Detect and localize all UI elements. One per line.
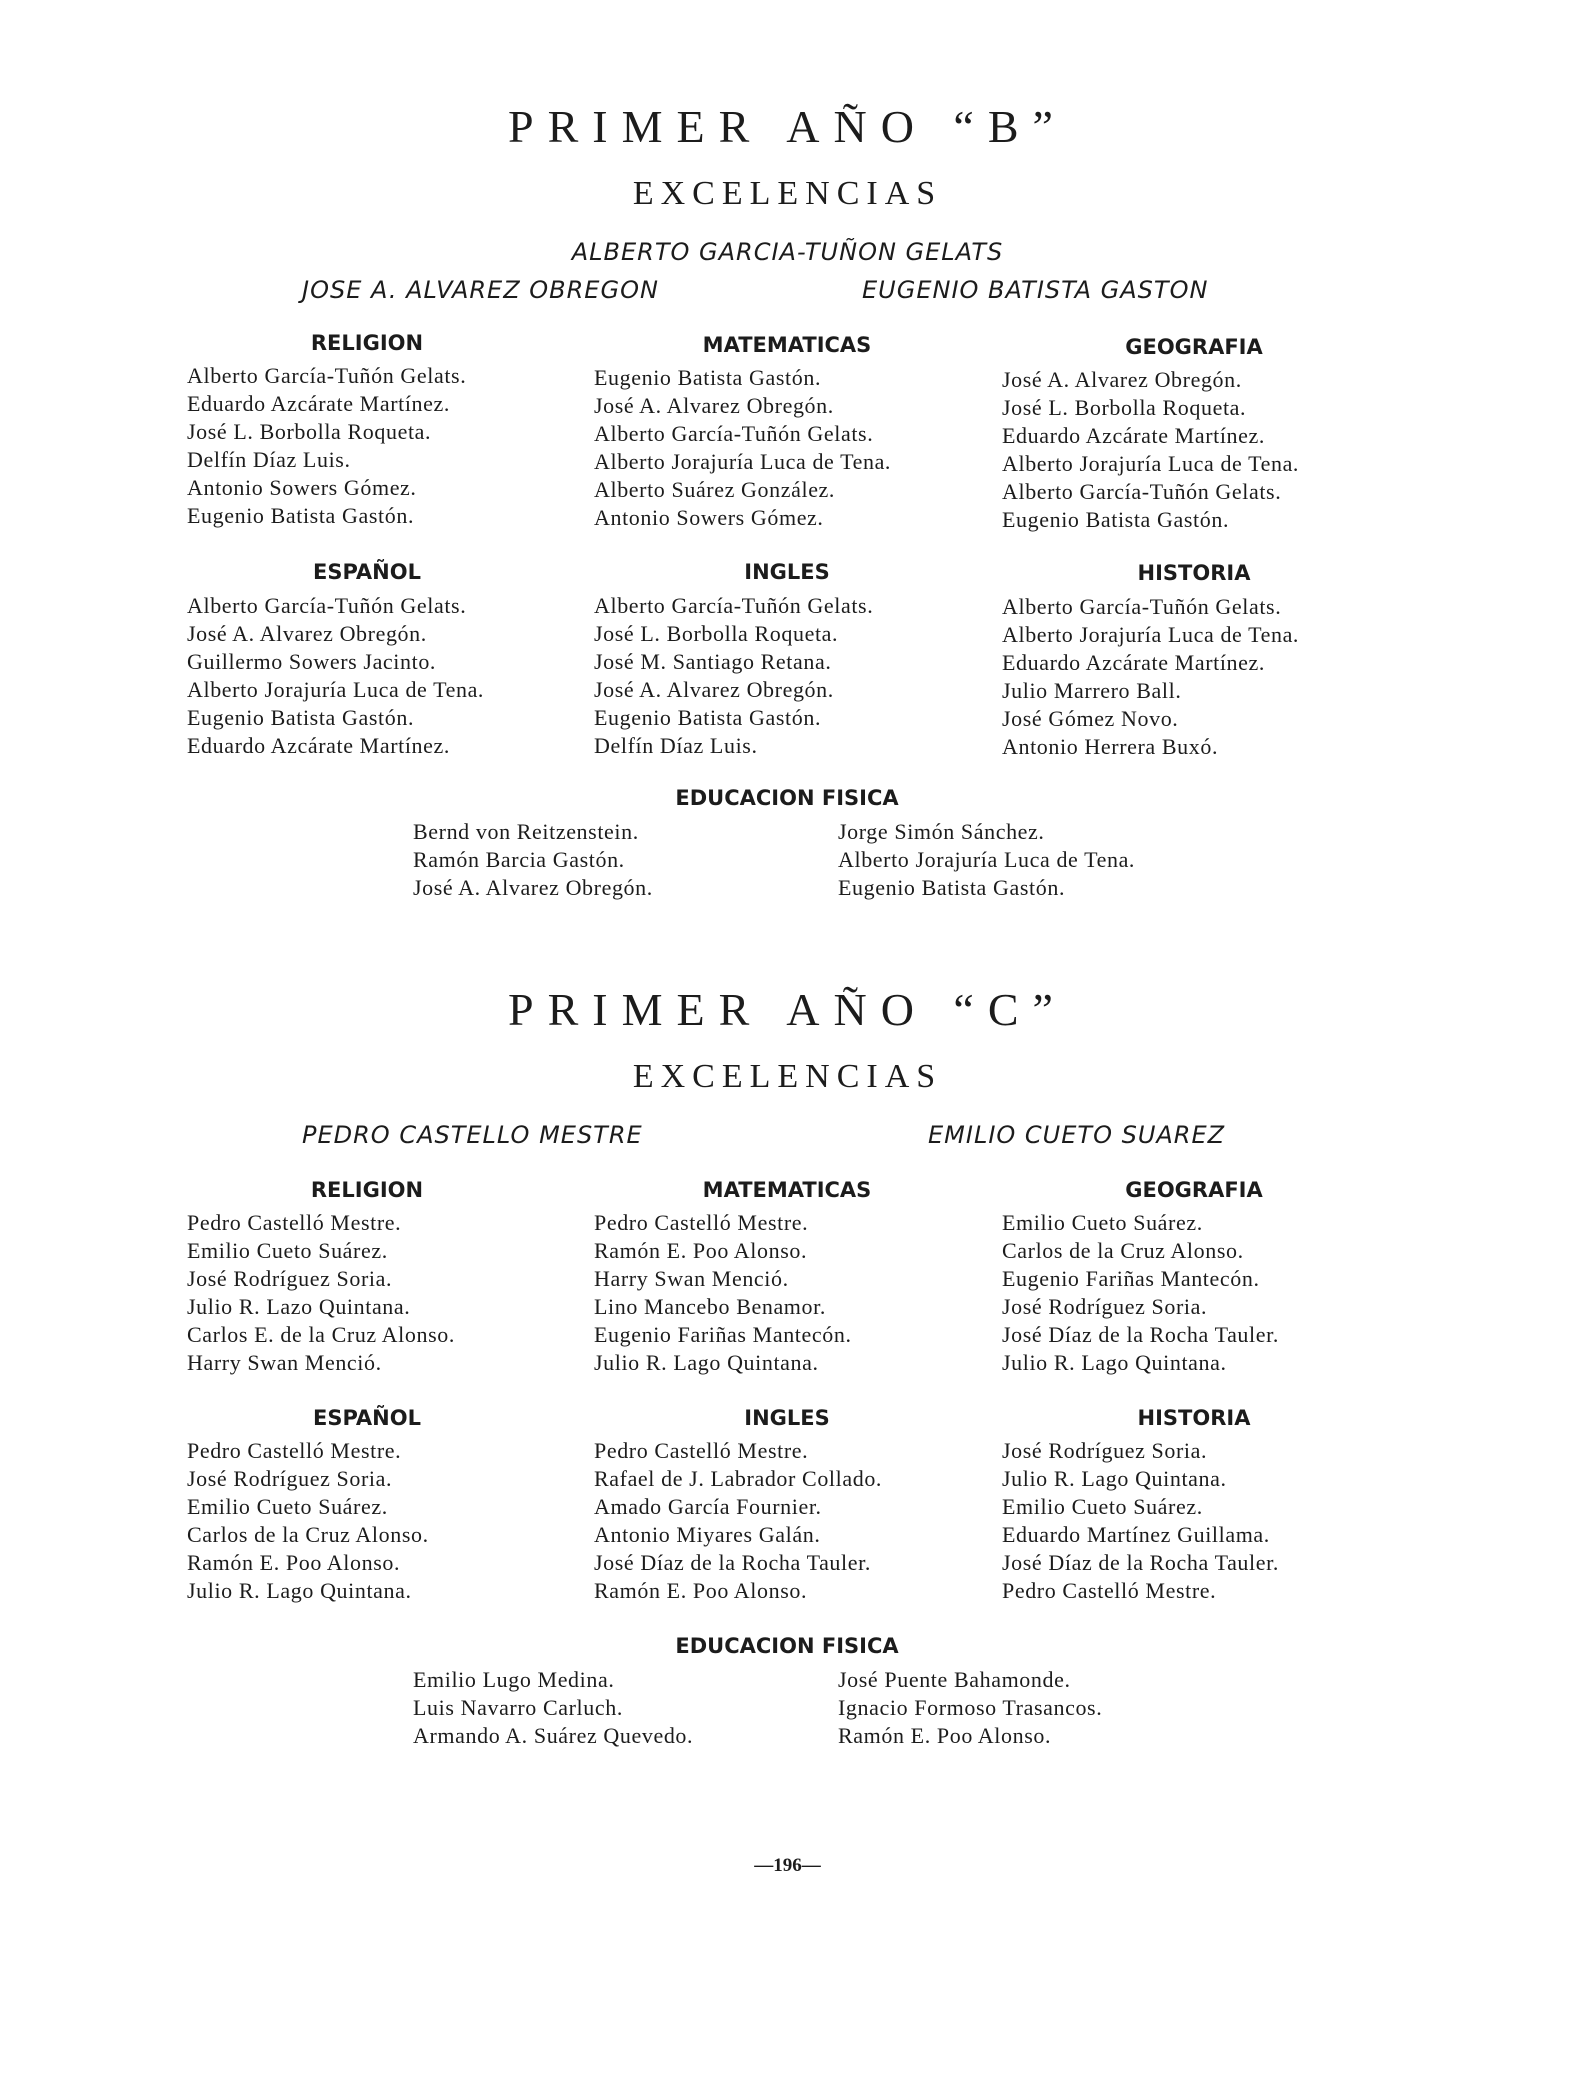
list-item: Alberto García-Tuñón Gelats. (187, 363, 467, 388)
section-c-geografia-list (1002, 1209, 1279, 1377)
list-item: José Rodríguez Soria. (187, 1466, 393, 1491)
list-item: Harry Swan Menció. (594, 1266, 789, 1291)
section-c-subject-religion: RELIGION (310, 1178, 424, 1202)
list-item: José Rodríguez Soria. (1002, 1438, 1208, 1463)
section-c-subject-historia: HISTORIA (1137, 1406, 1251, 1430)
list-item: Eduardo Azcárate Martínez. (1002, 650, 1265, 675)
section-b-subject-ingles: INGLES (744, 560, 830, 584)
list-item: José Puente Bahamonde. (838, 1667, 1071, 1692)
list-item: Alberto García-Tuñón Gelats. (594, 421, 874, 446)
section-c-honor-right: EMILIO CUETO SUAREZ (928, 1121, 1226, 1149)
list-item: Eduardo Martínez Guillama. (1002, 1522, 1270, 1547)
section-b-matematicas-list (594, 364, 891, 532)
list-item: Antonio Herrera Buxó. (1002, 734, 1219, 759)
list-item: Alberto García-Tuñón Gelats. (594, 593, 874, 618)
list-item: Ramón Barcia Gastón. (413, 847, 625, 872)
list-item: Julio R. Lago Quintana. (594, 1350, 819, 1375)
list-item: Alberto Jorajuría Luca de Tena. (838, 847, 1136, 872)
list-item: Alberto García-Tuñón Gelats. (1002, 594, 1282, 619)
list-item: Eduardo Azcárate Martínez. (187, 733, 450, 758)
list-item: Antonio Sowers Gómez. (594, 505, 824, 530)
list-item: Ramón E. Poo Alonso. (838, 1723, 1052, 1748)
page-number: —196— (754, 1855, 821, 1876)
list-item: Pedro Castelló Mestre. (187, 1438, 402, 1463)
section-b-subject-geografia: GEOGRAFIA (1125, 335, 1263, 359)
list-item: Emilio Lugo Medina. (413, 1667, 615, 1692)
section-b-subject-matematicas: MATEMATICAS (702, 333, 872, 357)
section-c-subject-ingles: INGLES (744, 1406, 830, 1430)
list-item: Julio R. Lago Quintana. (1002, 1350, 1227, 1375)
list-item: Eugenio Batista Gastón. (187, 503, 415, 528)
section-b-subject-educacion-fisica: EDUCACION FISICA (675, 786, 899, 810)
list-item: Julio R. Lago Quintana. (1002, 1466, 1227, 1491)
list-item: Alberto Jorajuría Luca de Tena. (1002, 622, 1300, 647)
list-item: Emilio Cueto Suárez. (1002, 1210, 1203, 1235)
section-b-honor-top: ALBERTO GARCIA-TUÑON GELATS (571, 238, 1004, 266)
list-item: Eugenio Batista Gastón. (594, 705, 822, 730)
section-c-ingles-list (594, 1437, 882, 1605)
section-b-espanol-list (187, 592, 484, 760)
list-item: Antonio Sowers Gómez. (187, 475, 417, 500)
list-item: José Gómez Novo. (1002, 706, 1179, 731)
section-c-subject-educacion-fisica: EDUCACION FISICA (675, 1634, 899, 1658)
list-item: José Díaz de la Rocha Tauler. (1002, 1322, 1279, 1347)
list-item: Alberto Suárez González. (594, 477, 836, 502)
list-item: Ramón E. Poo Alonso. (187, 1550, 401, 1575)
list-item: José A. Alvarez Obregón. (594, 393, 834, 418)
list-item: José Rodríguez Soria. (1002, 1294, 1208, 1319)
section-b-historia-list (1002, 593, 1299, 761)
list-item: Emilio Cueto Suárez. (187, 1494, 388, 1519)
section-c-matematicas-list (594, 1209, 852, 1377)
list-item: Carlos de la Cruz Alonso. (187, 1522, 429, 1547)
section-c-pe-left-list (413, 1666, 693, 1750)
list-item: Eugenio Batista Gastón. (1002, 507, 1230, 532)
list-item: José L. Borbolla Roqueta. (187, 419, 432, 444)
list-item: Bernd von Reitzenstein. (413, 819, 639, 844)
section-c-subtitle: EXCELENCIAS (632, 1058, 943, 1095)
list-item: José M. Santiago Retana. (594, 649, 832, 674)
list-item: Rafael de J. Labrador Collado. (594, 1466, 883, 1491)
list-item: Delfín Díaz Luis. (187, 447, 351, 472)
section-b-title: PRIMER AÑO “B” (508, 101, 1067, 152)
section-b-subtitle: EXCELENCIAS (632, 175, 943, 212)
section-b-subject-historia: HISTORIA (1137, 561, 1251, 585)
list-item: José A. Alvarez Obregón. (413, 875, 653, 900)
list-item: Alberto García-Tuñón Gelats. (187, 593, 467, 618)
section-c-religion-list (187, 1209, 455, 1377)
list-item: Ramón E. Poo Alonso. (594, 1578, 808, 1603)
section-c-pe-right-list (838, 1666, 1102, 1750)
list-item: Eduardo Azcárate Martínez. (1002, 423, 1265, 448)
list-item: Emilio Cueto Suárez. (1002, 1494, 1203, 1519)
list-item: Julio Marrero Ball. (1002, 678, 1182, 703)
section-c-subject-geografia: GEOGRAFIA (1125, 1178, 1263, 1202)
list-item: José A. Alvarez Obregón. (187, 621, 427, 646)
section-c-subject-espanol: ESPAÑOL (313, 1406, 421, 1430)
list-item: Jorge Simón Sánchez. (838, 819, 1045, 844)
list-item: Amado García Fournier. (594, 1494, 822, 1519)
list-item: Harry Swan Menció. (187, 1350, 382, 1375)
list-item: Carlos E. de la Cruz Alonso. (187, 1322, 455, 1347)
list-item: José A. Alvarez Obregón. (1002, 367, 1242, 392)
list-item: José Díaz de la Rocha Tauler. (594, 1550, 871, 1575)
list-item: Eugenio Batista Gastón. (838, 875, 1066, 900)
list-item: Guillermo Sowers Jacinto. (187, 649, 437, 674)
list-item: Alberto Jorajuría Luca de Tena. (1002, 451, 1300, 476)
list-item: Pedro Castelló Mestre. (1002, 1578, 1217, 1603)
list-item: Ignacio Formoso Trasancos. (838, 1695, 1103, 1720)
section-b-subject-religion: RELIGION (310, 331, 424, 355)
list-item: Carlos de la Cruz Alonso. (1002, 1238, 1244, 1263)
list-item: Alberto Jorajuría Luca de Tena. (594, 449, 892, 474)
section-c-historia-list (1002, 1437, 1279, 1605)
list-item: Eugenio Fariñas Mantecón. (594, 1322, 852, 1347)
list-item: Eugenio Fariñas Mantecón. (1002, 1266, 1260, 1291)
section-c-honor-left: PEDRO CASTELLO MESTRE (302, 1121, 643, 1149)
list-item: Pedro Castelló Mestre. (594, 1438, 809, 1463)
section-b-geografia-list (1002, 366, 1299, 534)
list-item: Julio R. Lago Quintana. (187, 1578, 412, 1603)
list-item: Lino Mancebo Benamor. (594, 1294, 826, 1319)
list-item: José L. Borbolla Roqueta. (594, 621, 839, 646)
section-c-subject-matematicas: MATEMATICAS (702, 1178, 872, 1202)
list-item: Delfín Díaz Luis. (594, 733, 758, 758)
list-item: José L. Borbolla Roqueta. (1002, 395, 1247, 420)
section-b-pe-right-list (838, 818, 1135, 902)
list-item: Julio R. Lazo Quintana. (187, 1294, 411, 1319)
list-item: José Rodríguez Soria. (187, 1266, 393, 1291)
list-item: Alberto Jorajuría Luca de Tena. (187, 677, 485, 702)
list-item: Eugenio Batista Gastón. (594, 365, 822, 390)
list-item: Armando A. Suárez Quevedo. (413, 1723, 694, 1748)
section-b-pe-left-list (413, 818, 653, 902)
list-item: Eugenio Batista Gastón. (187, 705, 415, 730)
list-item: Ramón E. Poo Alonso. (594, 1238, 808, 1263)
section-b-religion-list (187, 362, 466, 530)
list-item: Pedro Castelló Mestre. (594, 1210, 809, 1235)
list-item: Antonio Miyares Galán. (594, 1522, 821, 1547)
list-item: Eduardo Azcárate Martínez. (187, 391, 450, 416)
section-b-subject-espanol: ESPAÑOL (313, 560, 421, 584)
section-b-honor-right: EUGENIO BATISTA GASTON (862, 276, 1209, 304)
list-item: José Díaz de la Rocha Tauler. (1002, 1550, 1279, 1575)
list-item: José A. Alvarez Obregón. (594, 677, 834, 702)
section-b-honor-left: JOSE A. ALVAREZ OBREGON (302, 276, 659, 304)
section-b-ingles-list (594, 592, 873, 760)
section-c-espanol-list (187, 1437, 429, 1605)
section-c-title: PRIMER AÑO “C” (508, 984, 1067, 1035)
list-item: Pedro Castelló Mestre. (187, 1210, 402, 1235)
list-item: Emilio Cueto Suárez. (187, 1238, 388, 1263)
list-item: Alberto García-Tuñón Gelats. (1002, 479, 1282, 504)
list-item: Luis Navarro Carluch. (413, 1695, 623, 1720)
